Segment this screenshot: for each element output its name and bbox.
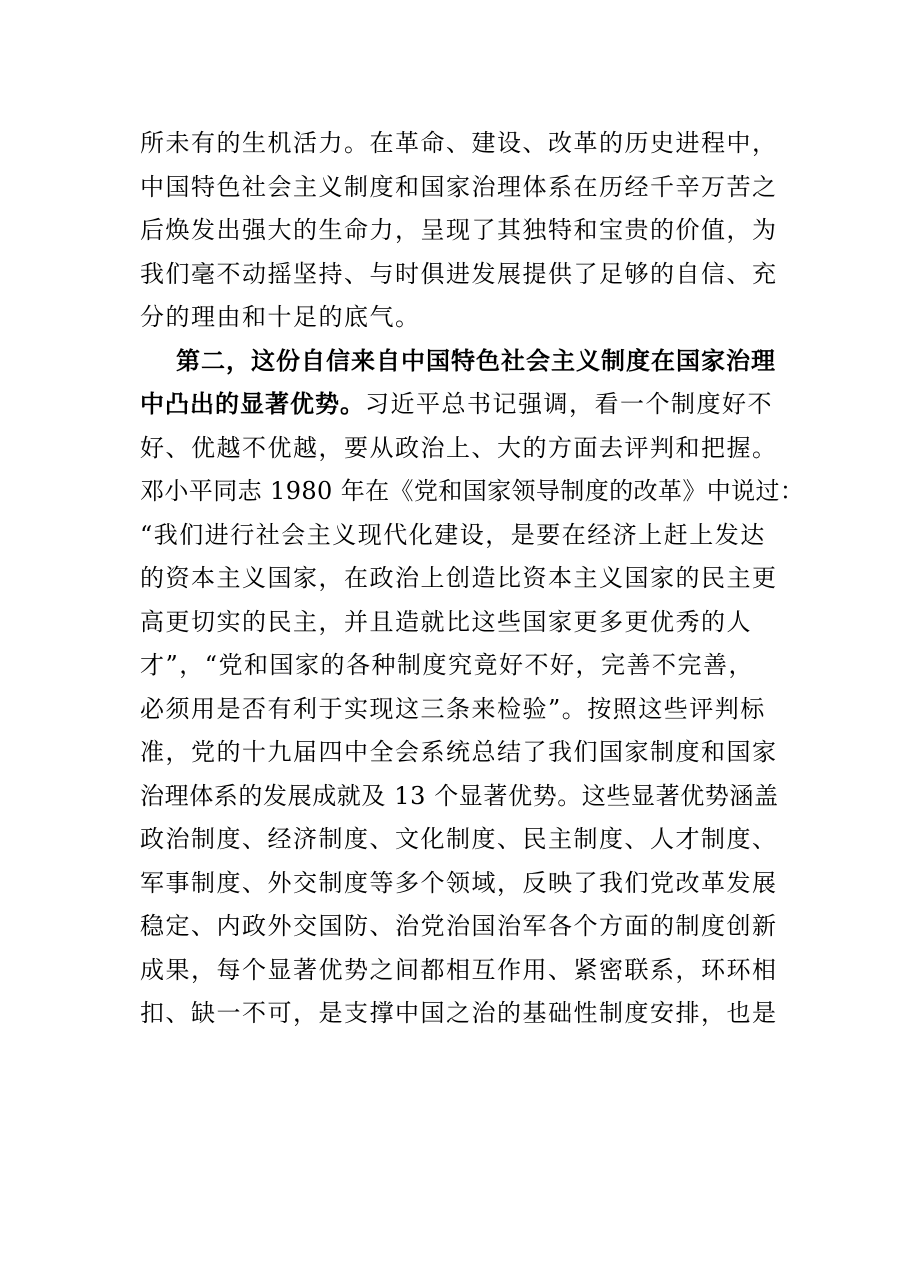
text-line: 成果，每个显著优势之间都相互作用、紧密联系，环环相 <box>140 955 778 984</box>
text-line: 稳定、内政外交国防、治党治国治军各个方面的制度创新 <box>140 912 778 940</box>
text-line: 的资本主义国家，在政治上创造比资本主义国家的民主更 <box>140 564 778 592</box>
text-line: 分的理由和十足的底气。 <box>140 303 421 331</box>
text-line: “我们进行社会主义现代化建设，是要在经济上赶上发达 <box>140 520 766 549</box>
section-heading-line: 第二，这份自信来自中国特色社会主义制度在国家治理 <box>176 346 776 375</box>
section-heading-end: 中凸出的显著优势。 <box>140 390 365 418</box>
text-line: 才”，“党和国家的各种制度究竟好不好，完善不完善， <box>140 651 755 679</box>
text-line: 高更切实的民主，并且造就比这些国家更多更优秀的人 <box>140 607 752 636</box>
text-span: 习近平总书记强调，看一个制度好不 <box>365 390 773 418</box>
text-line <box>140 383 780 427</box>
text-line: 中国特色社会主义制度和国家治理体系在历经千辛万苦之 <box>140 172 778 201</box>
text-line: 准，党的十九届四中全会系统总结了我们国家制度和国家 <box>140 738 778 766</box>
text-line: 必须用是否有利于实现这三条来检验”。按照这些评判标 <box>140 694 766 723</box>
body-text <box>140 122 805 1036</box>
text-line: 扣、缺一不可，是支撑中国之治的基础性制度安排，也是 <box>140 999 778 1027</box>
text-line: 所未有的生机活力。在革命、建设、改革的历史进程中， <box>140 129 778 157</box>
text-line: 军事制度、外交制度等多个领域，反映了我们党改革发展 <box>140 868 778 897</box>
text-line: 邓小平同志 1980 年在《党和国家领导制度的改革》中说过： <box>140 477 805 505</box>
text-line: 政治制度、经济制度、文化制度、民主制度、人才制度、 <box>140 825 778 853</box>
text-line: 我们毫不动摇坚持、与时俱进发展提供了足够的自信、充 <box>140 259 778 288</box>
text-line: 好、优越不优越，要从政治上、大的方面去评判和把握。 <box>140 433 778 462</box>
text-line: 治理体系的发展成就及 13 个显著优势。这些显著优势涵盖 <box>140 781 779 810</box>
text-line: 后焕发出强大的生命力，呈现了其独特和宝贵的价值，为 <box>140 216 778 244</box>
